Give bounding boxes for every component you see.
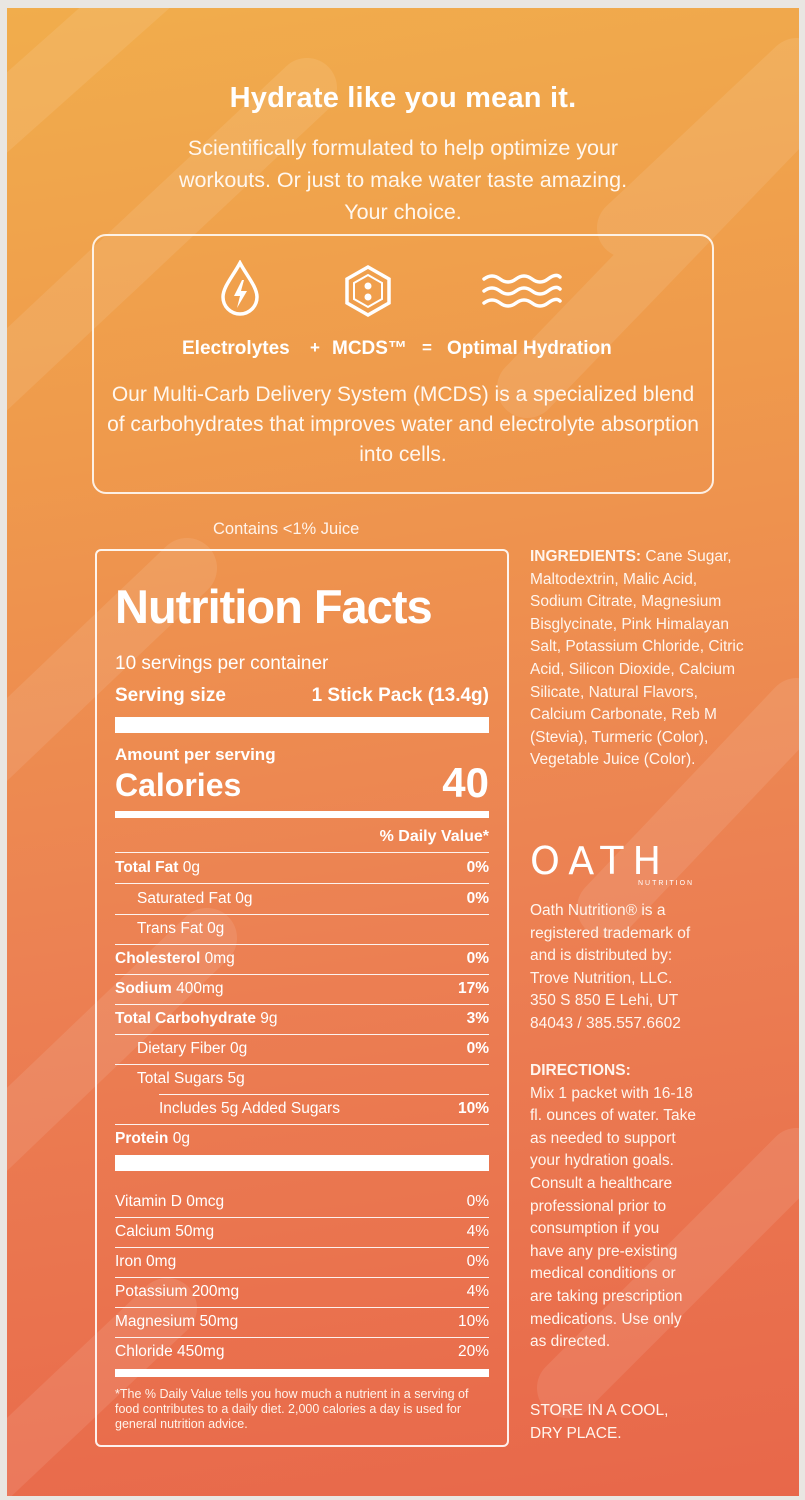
ingredients-text <box>530 546 750 772</box>
nutrient-row-dietary-fiber: Dietary Fiber 0g 0% <box>137 1040 489 1057</box>
vitamin-row-chloride: Chloride 450mg 20% <box>115 1343 489 1360</box>
thick-divider <box>115 717 489 733</box>
ingredients-label: INGREDIENTS: <box>530 548 642 565</box>
package-panel <box>7 8 799 1496</box>
plus-sign: + <box>310 338 320 357</box>
divider <box>115 1247 489 1248</box>
mcds-label: MCDS™ <box>332 338 407 359</box>
divider <box>115 1124 489 1125</box>
nutrient-row-trans-fat: Trans Fat 0g <box>137 920 225 937</box>
nutrition-facts-panel <box>95 549 509 1447</box>
nutrient-row-sodium: Sodium 400mg 17% <box>115 980 489 997</box>
directions-text: DIRECTIONS: Mix 1 packet with 16-18 fl. ounces of water. Take as needed to support your hydration goals. <box>530 1060 750 1173</box>
divider <box>115 1337 489 1338</box>
nutrient-row-total-carbohydrate: Total Carbohydrate 9g 3% <box>115 1010 489 1027</box>
headline: Hydrate like you mean it. <box>229 82 577 114</box>
mcds-panel <box>92 234 714 494</box>
directions-label: DIRECTIONS: <box>530 1062 631 1079</box>
nutrient-row-cholesterol: Cholesterol 0mg 0% <box>115 950 489 967</box>
ingredients-list: Cane Sugar, Maltodextrin, Malic Acid, Sodium Citrate, Magnesium Bisglycinate, Pink Himalayan Salt, Potassium Chloride, Citric Acid, Silicon Dioxide, Calcium Silicate, Natural Flavors, Calcium Carbonate, Reb M (Stevia), Turmeric (Color), Vegetable Juice (Color). <box>530 548 744 769</box>
medium-divider <box>115 811 489 818</box>
divider <box>115 914 489 915</box>
vitamin-row-calcium: Calcium 50mg 4% <box>115 1223 489 1240</box>
divider <box>115 974 489 975</box>
storage-text: STORE IN A COOL, DRY PLACE. <box>530 1402 669 1442</box>
divider <box>159 1094 489 1095</box>
divider <box>115 1307 489 1308</box>
divider <box>115 852 489 853</box>
vitamin-row-iron: Iron 0mg 0% <box>115 1253 489 1270</box>
divider <box>115 1004 489 1005</box>
subline: Scientifically formulated to help optimize your workouts. Or just to make water taste amazing. Your choice. <box>178 136 628 224</box>
calories-value: 40 <box>442 759 489 806</box>
hexagon-dots-icon <box>343 264 393 318</box>
servings-per-container: 10 servings per container <box>115 653 329 674</box>
medium-divider <box>115 1369 489 1377</box>
divider <box>115 1034 489 1035</box>
divider <box>115 1064 489 1065</box>
divider <box>115 1217 489 1218</box>
nutrient-row-protein: Protein 0g <box>115 1130 190 1147</box>
daily-value-footnote: *The % Daily Value tells you how much a nutrient in a serving of food contributes to a daily diet. 2,000 calories a day is used for general nutrition advice. <box>115 1387 469 1431</box>
oath-logo <box>530 839 710 892</box>
nutrient-row-saturated-fat: Saturated Fat 0g 0% <box>137 890 489 907</box>
electrolytes-label: Electrolytes <box>182 338 290 359</box>
vitamin-row-potassium: Potassium 200mg 4% <box>115 1283 489 1300</box>
nutrient-row-total-fat: Total Fat 0g 0% <box>115 859 489 876</box>
juice-note: Contains <1% Juice <box>213 520 360 538</box>
nutrient-row-total-sugars: Total Sugars 5g <box>137 1070 245 1087</box>
equals-sign: = <box>422 338 432 357</box>
mcds-description: Our Multi-Carb Delivery System (MCDS) is a specialized blend of carbohydrates that improves water and electrolyte absorption into cells. <box>107 383 699 466</box>
trademark-text: Oath Nutrition® is a registered trademark of and is distributed by: Trove Nutrition, LLC. 350 S 850 E Lehi, UT 84043 / 385.557.6602 <box>530 902 691 1032</box>
thick-divider <box>115 1155 489 1171</box>
vitamin-row-vitamin-d: Vitamin D 0mcg 0% <box>115 1193 489 1210</box>
divider <box>115 883 489 884</box>
oath-subtitle: NUTRITION <box>638 880 695 887</box>
consult-text: Consult a healthcare professional prior to consumption if you have any pre-existing medical conditions or are taking prescription medications. Use only as directed. <box>530 1175 683 1351</box>
divider <box>115 1277 489 1278</box>
oath-wordmark: OATH <box>530 839 671 883</box>
serving-size-row <box>115 685 489 707</box>
serving-size-label: Serving size <box>115 685 226 706</box>
nutrition-facts-title: Nutrition Facts <box>115 580 432 633</box>
amount-per-serving: Amount per serving <box>115 745 276 764</box>
serving-size-value: 1 Stick Pack (13.4g) <box>311 685 489 706</box>
vitamin-row-magnesium: Magnesium 50mg 10% <box>115 1313 489 1330</box>
nutrient-row-added-sugars: Includes 5g Added Sugars 10% <box>159 1100 489 1117</box>
waves-icon <box>481 272 563 316</box>
divider <box>115 944 489 945</box>
optimal-hydration-label: Optimal Hydration <box>447 338 612 359</box>
calories-label: Calories <box>115 767 242 803</box>
daily-value-header: % Daily Value* <box>379 828 489 845</box>
water-drop-bolt-icon <box>219 260 261 318</box>
